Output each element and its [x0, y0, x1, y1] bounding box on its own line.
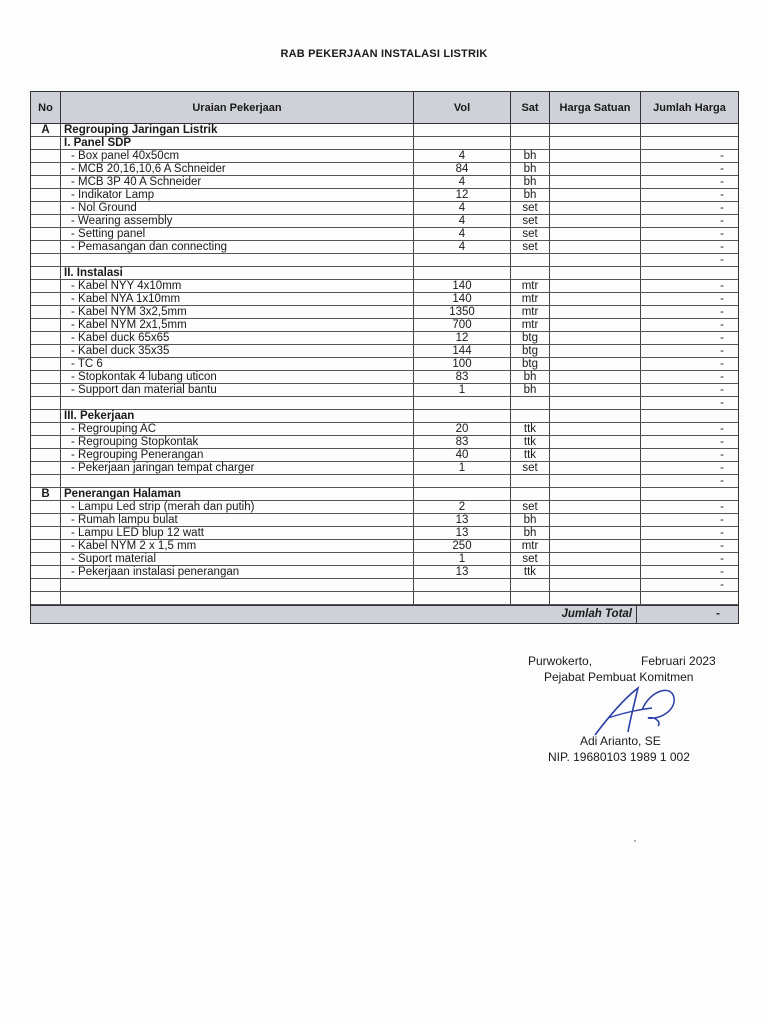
row-description: - Pekerjaan jaringan tempat charger: [61, 462, 414, 474]
row-description: - Kabel NYM 2 x 1,5 mm: [61, 540, 414, 552]
row-description: - Nol Ground: [61, 202, 414, 214]
row-unit: set: [511, 215, 550, 227]
row-unit-price: [550, 241, 641, 253]
row-unit: [511, 267, 550, 279]
row-unit: [511, 488, 550, 500]
row-unit-price: [550, 592, 641, 604]
row-number: [31, 345, 61, 357]
row-unit-price: [550, 488, 641, 500]
row-volume: [414, 254, 511, 266]
row-volume: 144: [414, 345, 511, 357]
row-volume: 83: [414, 436, 511, 448]
row-volume: [414, 397, 511, 409]
row-unit: [511, 579, 550, 591]
row-unit-price: [550, 267, 641, 279]
row-description: I. Panel SDP: [61, 137, 414, 149]
row-total-price: -: [720, 358, 724, 370]
row-unit: bh: [511, 150, 550, 162]
row-unit: bh: [511, 176, 550, 188]
row-description: - Setting panel: [61, 228, 414, 240]
row-unit: mtr: [511, 280, 550, 292]
row-unit-price: [550, 228, 641, 240]
table-row-blank: [31, 592, 738, 605]
row-description: Penerangan Halaman: [61, 488, 414, 500]
row-volume: 250: [414, 540, 511, 552]
row-description: - Support dan material bantu: [61, 384, 414, 396]
row-volume: 100: [414, 358, 511, 370]
header-unit-price: Harga Satuan: [550, 92, 641, 123]
row-number: [31, 280, 61, 292]
row-unit: btg: [511, 345, 550, 357]
row-volume: 1: [414, 384, 511, 396]
table-row: [31, 514, 738, 527]
row-unit-price: [550, 189, 641, 201]
row-volume: 2: [414, 501, 511, 513]
header-unit: Sat: [511, 92, 550, 123]
row-unit-price: [550, 332, 641, 344]
row-unit: set: [511, 228, 550, 240]
row-description: - Kabel duck 35x35: [61, 345, 414, 357]
row-volume: 140: [414, 293, 511, 305]
row-volume: 13: [414, 527, 511, 539]
table-row: [31, 488, 738, 501]
row-description: - Rumah lampu bulat: [61, 514, 414, 526]
row-number: [31, 150, 61, 162]
table-row: [31, 423, 738, 436]
row-volume: 1350: [414, 306, 511, 318]
row-total-price: [641, 137, 738, 149]
row-number: [31, 423, 61, 435]
row-total-price: -: [720, 176, 724, 188]
row-number: [31, 358, 61, 370]
table-row-blank: [31, 254, 738, 267]
signature-role: Pejabat Pembuat Komitmen: [544, 670, 694, 684]
row-total-price: -: [720, 397, 724, 409]
row-unit-price: [550, 553, 641, 565]
row-volume: [414, 137, 511, 149]
table-row: [31, 306, 738, 319]
table-row: [31, 566, 738, 579]
table-row: [31, 228, 738, 241]
row-volume: 4: [414, 176, 511, 188]
row-total-price: -: [720, 332, 724, 344]
row-total-price: -: [720, 254, 724, 266]
row-description: - Pemasangan dan connecting: [61, 241, 414, 253]
row-total-price: -: [720, 228, 724, 240]
row-unit: [511, 124, 550, 136]
row-unit-price: [550, 163, 641, 175]
row-unit-price: [550, 514, 641, 526]
row-unit: bh: [511, 371, 550, 383]
row-volume: 1: [414, 553, 511, 565]
row-description: Regrouping Jaringan Listrik: [61, 124, 414, 136]
row-description: - Regrouping Penerangan: [61, 449, 414, 461]
table-header: [31, 92, 738, 124]
row-volume: 13: [414, 514, 511, 526]
row-unit-price: [550, 150, 641, 162]
row-number: [31, 293, 61, 305]
row-unit: mtr: [511, 319, 550, 331]
row-description: - Pekerjaan instalasi penerangan: [61, 566, 414, 578]
row-unit: mtr: [511, 293, 550, 305]
row-total-price: -: [720, 189, 724, 201]
row-unit: bh: [511, 189, 550, 201]
row-unit: mtr: [511, 540, 550, 552]
table-row: [31, 280, 738, 293]
row-unit-price: [550, 423, 641, 435]
row-number: [31, 163, 61, 175]
row-number: [31, 410, 61, 422]
row-unit: [511, 592, 550, 604]
header-no: No: [31, 92, 61, 123]
row-total-price: [641, 488, 738, 500]
signatory-name: Adi Arianto, SE: [580, 734, 661, 748]
row-unit-price: [550, 137, 641, 149]
row-description: - Wearing assembly: [61, 215, 414, 227]
row-volume: 4: [414, 228, 511, 240]
row-total-price: -: [720, 293, 724, 305]
row-description: [61, 254, 414, 266]
row-description: - Kabel NYM 2x1,5mm: [61, 319, 414, 331]
row-description: - TC 6: [61, 358, 414, 370]
row-volume: 4: [414, 150, 511, 162]
header-total-price: Jumlah Harga: [653, 101, 726, 114]
row-volume: 12: [414, 332, 511, 344]
row-unit-price: [550, 202, 641, 214]
row-unit: mtr: [511, 306, 550, 318]
table-row: [31, 449, 738, 462]
row-description: - Indikator Lamp: [61, 189, 414, 201]
table-row: [31, 553, 738, 566]
row-unit: ttk: [511, 436, 550, 448]
row-unit-price: [550, 215, 641, 227]
row-unit-price: [550, 410, 641, 422]
row-unit-price: [550, 306, 641, 318]
row-unit-price: [550, 436, 641, 448]
row-number: [31, 566, 61, 578]
table-row: [31, 137, 738, 150]
table-row: [31, 215, 738, 228]
row-unit-price: [550, 176, 641, 188]
row-total-price: -: [720, 319, 724, 331]
row-number: [31, 319, 61, 331]
row-unit: bh: [511, 527, 550, 539]
row-total-price: [641, 592, 738, 604]
row-number: [31, 189, 61, 201]
row-unit-price: [550, 345, 641, 357]
row-description: - Stopkontak 4 lubang uticon: [61, 371, 414, 383]
row-description: - Lampu LED blup 12 watt: [61, 527, 414, 539]
header-description: Uraian Pekerjaan: [61, 92, 414, 123]
table-row: [31, 189, 738, 202]
row-volume: [414, 579, 511, 591]
row-number: [31, 527, 61, 539]
table-body: [31, 124, 738, 605]
row-description: [61, 397, 414, 409]
row-description: [61, 579, 414, 591]
row-total-price: -: [720, 527, 724, 539]
row-description: - Kabel NYY 4x10mm: [61, 280, 414, 292]
row-description: - Kabel duck 65x65: [61, 332, 414, 344]
row-unit-price: [550, 397, 641, 409]
row-volume: 700: [414, 319, 511, 331]
table-row: [31, 501, 738, 514]
header-volume: Vol: [414, 92, 511, 123]
row-description: [61, 475, 414, 487]
row-volume: [414, 475, 511, 487]
row-unit-price: [550, 579, 641, 591]
row-volume: 4: [414, 215, 511, 227]
row-unit: btg: [511, 332, 550, 344]
row-total-price: -: [720, 579, 724, 591]
row-unit: set: [511, 501, 550, 513]
row-unit-price: [550, 566, 641, 578]
row-unit-price: [550, 527, 641, 539]
row-unit-price: [550, 384, 641, 396]
row-number: [31, 514, 61, 526]
table-row: [31, 358, 738, 371]
row-number: [31, 228, 61, 240]
row-volume: [414, 488, 511, 500]
row-unit-price: [550, 280, 641, 292]
row-total-price: -: [720, 306, 724, 318]
row-description: - Regrouping AC: [61, 423, 414, 435]
row-total-price: -: [720, 280, 724, 292]
row-total-price: -: [720, 462, 724, 474]
row-volume: 40: [414, 449, 511, 461]
row-unit: [511, 397, 550, 409]
row-number: [31, 241, 61, 253]
row-description: - Kabel NYA 1x10mm: [61, 293, 414, 305]
row-volume: 83: [414, 371, 511, 383]
row-total-price: -: [720, 423, 724, 435]
row-volume: [414, 592, 511, 604]
row-number: [31, 254, 61, 266]
row-total-price: -: [720, 202, 724, 214]
row-number: [31, 475, 61, 487]
row-total-price: -: [720, 449, 724, 461]
row-total-price: -: [720, 345, 724, 357]
row-total-price: -: [720, 514, 724, 526]
row-number: [31, 332, 61, 344]
row-volume: 1: [414, 462, 511, 474]
table-row: [31, 150, 738, 163]
row-unit: [511, 475, 550, 487]
row-number: [31, 384, 61, 396]
total-row: [31, 605, 738, 623]
row-description: - Lampu Led strip (merah dan putih): [61, 501, 414, 513]
table-row: [31, 202, 738, 215]
row-total-price: -: [720, 371, 724, 383]
table-row: [31, 410, 738, 423]
row-number: [31, 553, 61, 565]
row-number: [31, 501, 61, 513]
row-total-price: -: [720, 566, 724, 578]
row-number: [31, 137, 61, 149]
row-unit: bh: [511, 384, 550, 396]
row-volume: 20: [414, 423, 511, 435]
table-row: [31, 124, 738, 137]
total-label: Jumlah Total: [31, 606, 637, 623]
signatory-nip: NIP. 19680103 1989 1 002: [548, 750, 690, 764]
row-number: [31, 371, 61, 383]
row-total-price: -: [720, 436, 724, 448]
row-unit-price: [550, 254, 641, 266]
table-row: [31, 267, 738, 280]
row-volume: [414, 267, 511, 279]
speck: [634, 840, 636, 842]
table-row: [31, 241, 738, 254]
row-description: - MCB 3P 40 A Schneider: [61, 176, 414, 188]
row-number: [31, 449, 61, 461]
row-total-price: -: [720, 163, 724, 175]
row-unit-price: [550, 293, 641, 305]
row-number: [31, 592, 61, 604]
row-unit: set: [511, 553, 550, 565]
row-number: [31, 306, 61, 318]
row-total-price: -: [720, 501, 724, 513]
table-row: [31, 176, 738, 189]
row-number: [31, 267, 61, 279]
row-volume: [414, 410, 511, 422]
row-description: [61, 592, 414, 604]
row-volume: 4: [414, 241, 511, 253]
table-row-blank: [31, 397, 738, 410]
row-volume: 12: [414, 189, 511, 201]
row-total-price: -: [720, 215, 724, 227]
table-row: [31, 345, 738, 358]
row-description: - Regrouping Stopkontak: [61, 436, 414, 448]
row-number: A: [31, 124, 61, 136]
table-row: [31, 163, 738, 176]
row-unit: set: [511, 202, 550, 214]
row-unit: ttk: [511, 566, 550, 578]
row-unit: btg: [511, 358, 550, 370]
signature-date: Februari 2023: [641, 654, 716, 668]
row-total-price: [641, 267, 738, 279]
row-unit-price: [550, 501, 641, 513]
row-unit: set: [511, 241, 550, 253]
row-volume: 4: [414, 202, 511, 214]
row-unit-price: [550, 475, 641, 487]
table-row: [31, 436, 738, 449]
row-number: [31, 202, 61, 214]
row-unit-price: [550, 124, 641, 136]
row-total-price: -: [720, 475, 724, 487]
row-number: [31, 540, 61, 552]
row-volume: 84: [414, 163, 511, 175]
row-unit: set: [511, 462, 550, 474]
total-value: -: [716, 608, 720, 620]
row-number: [31, 215, 61, 227]
row-total-price: -: [720, 150, 724, 162]
row-volume: 13: [414, 566, 511, 578]
document-title: RAB PEKERJAAN INSTALASI LISTRIK: [280, 48, 488, 60]
row-unit-price: [550, 358, 641, 370]
row-number: [31, 579, 61, 591]
row-unit: ttk: [511, 423, 550, 435]
row-unit: bh: [511, 514, 550, 526]
table-row: [31, 462, 738, 475]
row-unit-price: [550, 449, 641, 461]
table-row: [31, 371, 738, 384]
row-total-price: [641, 410, 738, 422]
row-unit-price: [550, 371, 641, 383]
row-description: II. Instalasi: [61, 267, 414, 279]
table-row: [31, 540, 738, 553]
table-row: [31, 332, 738, 345]
table-row-blank: [31, 475, 738, 488]
table-row: [31, 293, 738, 306]
signature-city: Purwokerto,: [528, 654, 593, 668]
row-total-price: -: [720, 241, 724, 253]
row-unit-price: [550, 540, 641, 552]
table-row: [31, 384, 738, 397]
row-total-price: -: [720, 384, 724, 396]
row-unit: ttk: [511, 449, 550, 461]
table-row-blank: [31, 579, 738, 592]
row-description: - Kabel NYM 3x2,5mm: [61, 306, 414, 318]
row-unit-price: [550, 319, 641, 331]
row-number: [31, 436, 61, 448]
row-unit: bh: [511, 163, 550, 175]
row-number: [31, 176, 61, 188]
cost-table: [30, 91, 739, 624]
row-unit: [511, 254, 550, 266]
row-number: B: [31, 488, 61, 500]
row-unit-price: [550, 462, 641, 474]
row-volume: [414, 124, 511, 136]
row-number: [31, 462, 61, 474]
row-total-price: -: [720, 540, 724, 552]
row-description: - Suport material: [61, 553, 414, 565]
row-total-price: [641, 124, 738, 136]
row-description: - Box panel 40x50cm: [61, 150, 414, 162]
row-description: - MCB 20,16,10,6 A Schneider: [61, 163, 414, 175]
row-volume: 140: [414, 280, 511, 292]
table-row: [31, 319, 738, 332]
row-total-price: -: [720, 553, 724, 565]
row-description: III. Pekerjaan: [61, 410, 414, 422]
handwritten-signature: [590, 680, 680, 740]
row-unit: [511, 410, 550, 422]
row-unit: [511, 137, 550, 149]
row-number: [31, 397, 61, 409]
table-row: [31, 527, 738, 540]
